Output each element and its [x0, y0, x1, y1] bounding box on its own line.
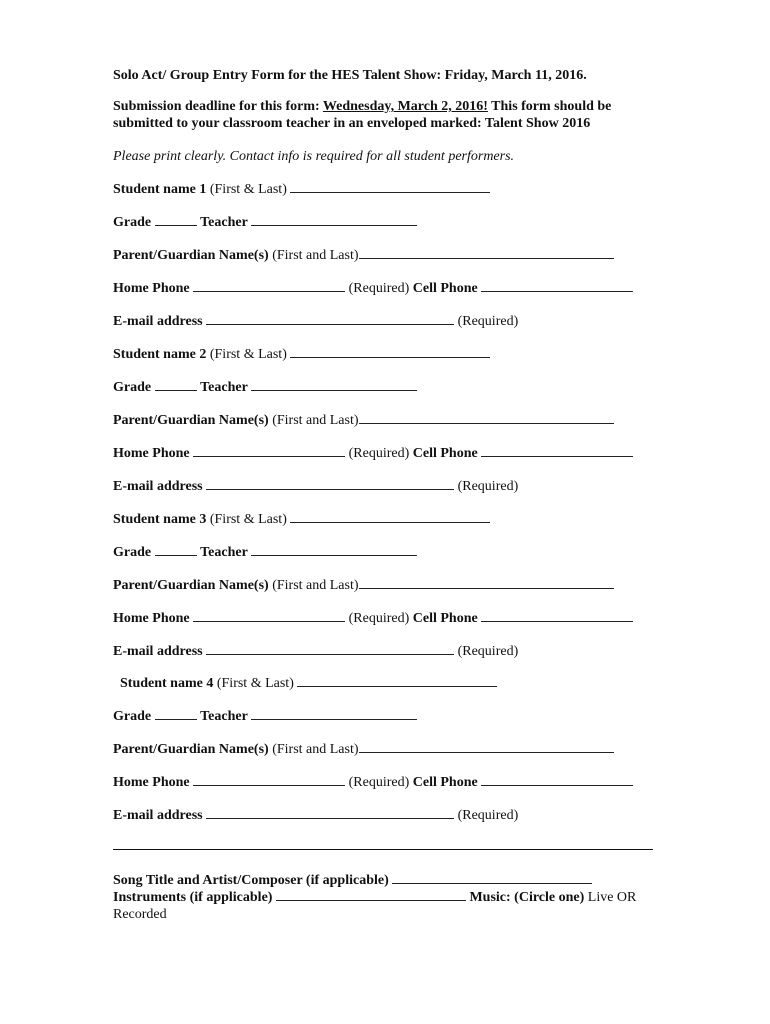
- teacher-field[interactable]: [251, 707, 417, 720]
- parent-row: [113, 576, 614, 594]
- cell-phone-label: Cell Phone: [412, 775, 478, 790]
- email-label: E-mail address: [113, 479, 203, 494]
- cell-phone-field[interactable]: [481, 444, 633, 457]
- grade-field[interactable]: [155, 378, 197, 391]
- email-label: E-mail address: [113, 808, 203, 823]
- parent-label: Parent/Guardian Name(s): [113, 578, 269, 593]
- grade-teacher-row: [113, 543, 417, 561]
- parent-hint: (First and Last): [272, 413, 359, 428]
- student-name-hint: (First & Last): [209, 347, 287, 362]
- cell-phone-field[interactable]: [481, 279, 633, 292]
- deadline-suffix: This form should be submitted to your classroom teacher in an enveloped marked: Talent Show 2016: [113, 99, 612, 131]
- section-divider: [113, 849, 653, 850]
- student-name-label: Student name 4: [120, 676, 214, 691]
- cell-phone-label: Cell Phone: [412, 446, 478, 461]
- deadline-prefix: Submission deadline for this form:: [113, 99, 323, 114]
- student-name-field[interactable]: [290, 510, 490, 523]
- student-name-hint: (First & Last): [209, 512, 287, 527]
- form-title: Solo Act/ Group Entry Form for the HES Talent Show: Friday, March 11, 2016.: [113, 68, 587, 83]
- grade-label: Grade: [113, 709, 152, 724]
- home-phone-label: Home Phone: [113, 775, 190, 790]
- parent-field[interactable]: [359, 411, 614, 424]
- student-name-field[interactable]: [290, 345, 490, 358]
- home-phone-label: Home Phone: [113, 281, 190, 296]
- student-name-field[interactable]: [290, 180, 490, 193]
- student-name-row: [120, 674, 497, 692]
- required-note: (Required): [348, 446, 410, 461]
- email-field[interactable]: [206, 312, 454, 325]
- instruments-field[interactable]: [276, 888, 466, 901]
- grade-teacher-row: [113, 707, 417, 725]
- parent-label: Parent/Guardian Name(s): [113, 248, 269, 263]
- parent-field[interactable]: [359, 246, 614, 259]
- email-field[interactable]: [206, 477, 454, 490]
- student-name-row: [113, 510, 490, 528]
- email-label: E-mail address: [113, 314, 203, 329]
- song-field[interactable]: [392, 871, 592, 884]
- grade-teacher-row: [113, 213, 417, 231]
- home-phone-field[interactable]: [193, 279, 345, 292]
- email-row: [113, 477, 518, 495]
- student-name-label: Student name 1: [113, 182, 207, 197]
- student-name-label: Student name 2: [113, 347, 207, 362]
- parent-field[interactable]: [359, 576, 614, 589]
- teacher-field[interactable]: [251, 378, 417, 391]
- home-phone-field[interactable]: [193, 609, 345, 622]
- required-note: (Required): [348, 281, 410, 296]
- required-note: (Required): [348, 611, 410, 626]
- email-field[interactable]: [206, 806, 454, 819]
- parent-row: [113, 411, 614, 429]
- cell-phone-label: Cell Phone: [412, 611, 478, 626]
- parent-hint: (First and Last): [272, 248, 359, 263]
- email-row: [113, 806, 518, 824]
- parent-hint: (First and Last): [272, 742, 359, 757]
- email-row: [113, 642, 518, 660]
- home-phone-field[interactable]: [193, 444, 345, 457]
- teacher-field[interactable]: [251, 213, 417, 226]
- phone-row: [113, 444, 633, 462]
- grade-label: Grade: [113, 215, 152, 230]
- home-phone-label: Home Phone: [113, 446, 190, 461]
- required-note: (Required): [457, 808, 519, 823]
- student-name-row: [113, 180, 490, 198]
- grade-field[interactable]: [155, 213, 197, 226]
- student-name-hint: (First & Last): [216, 676, 294, 691]
- deadline-paragraph: [113, 98, 653, 132]
- teacher-field[interactable]: [251, 543, 417, 556]
- teacher-label: Teacher: [200, 215, 248, 230]
- parent-row: [113, 740, 614, 758]
- cell-phone-field[interactable]: [481, 609, 633, 622]
- grade-label: Grade: [113, 380, 152, 395]
- teacher-label: Teacher: [200, 380, 248, 395]
- phone-row: [113, 279, 633, 297]
- instruction-text: Please print clearly. Contact info is required for all student performers.: [113, 149, 515, 164]
- deadline-date: Wednesday, March 2, 2016!: [322, 99, 488, 114]
- required-note: (Required): [457, 644, 519, 659]
- phone-row: [113, 609, 633, 627]
- student-name-row: [113, 345, 490, 363]
- home-phone-label: Home Phone: [113, 611, 190, 626]
- song-label: Song Title and Artist/Composer (if applicable): [113, 873, 389, 888]
- required-note: (Required): [457, 314, 519, 329]
- cell-phone-label: Cell Phone: [412, 281, 478, 296]
- grade-field[interactable]: [155, 707, 197, 720]
- music-options[interactable]: Live OR Recorded: [113, 890, 637, 922]
- grade-field[interactable]: [155, 543, 197, 556]
- teacher-label: Teacher: [200, 545, 248, 560]
- grade-label: Grade: [113, 545, 152, 560]
- email-row: [113, 312, 518, 330]
- teacher-label: Teacher: [200, 709, 248, 724]
- grade-teacher-row: [113, 378, 417, 396]
- instruments-label: Instruments (if applicable): [113, 890, 273, 905]
- required-note: (Required): [457, 479, 519, 494]
- phone-row: [113, 773, 633, 791]
- parent-label: Parent/Guardian Name(s): [113, 413, 269, 428]
- parent-row: [113, 246, 614, 264]
- home-phone-field[interactable]: [193, 773, 345, 786]
- student-name-hint: (First & Last): [209, 182, 287, 197]
- parent-hint: (First and Last): [272, 578, 359, 593]
- song-row: [113, 871, 592, 889]
- cell-phone-field[interactable]: [481, 773, 633, 786]
- student-name-label: Student name 3: [113, 512, 207, 527]
- email-field[interactable]: [206, 642, 454, 655]
- student-name-field[interactable]: [297, 674, 497, 687]
- parent-label: Parent/Guardian Name(s): [113, 742, 269, 757]
- instruments-row: [113, 888, 643, 923]
- music-label: Music: (Circle one): [469, 890, 585, 905]
- required-note: (Required): [348, 775, 410, 790]
- parent-field[interactable]: [359, 740, 614, 753]
- email-label: E-mail address: [113, 644, 203, 659]
